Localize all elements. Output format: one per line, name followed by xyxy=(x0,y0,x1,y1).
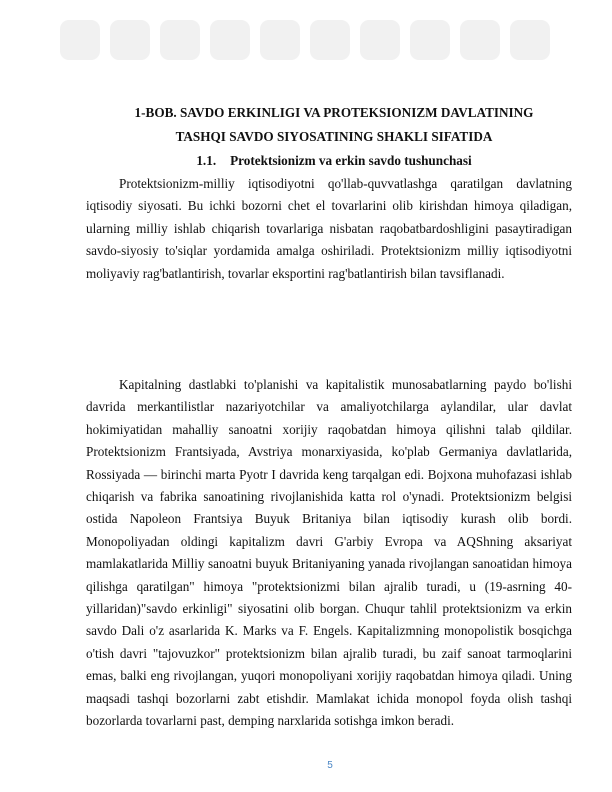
paragraph-2: Kapitalning dastlabki to'planishi va kapitalistik munosabatlarning paydo bo'lishi davrida merkantilistlar nazariyotchilar va amaliyotchilarga aylandilar, ular davlat hokimiyatidan mahalliy sanoatni xorijiy raqobatdan himoya qilishni talab qildilar. Protektsionizm Frantsiyada, Avstriya monarxiyasida, ko'plab Germaniya davlatlarida, Rossiyada — birinchi marta Pyotr I davrida keng tarqalgan edi. Bojxona muhofazasi ishlab chiqarish va fabrika sanoatining rivojlanishida katta rol o'ynadi. Protektsionizm belgisi ostida Napoleon Frantsiya Buyuk Britaniya bilan iqtisodiy kurash olib bordi. Monopoliyadan oldingi kapitalizm davri G'arbiy Evropa va AQShning aksariyat mamlakatlarida Milliy sanoatni buyuk Britaniyaning yanada rivojlangan sanoatidan himoya qilishga qaratilgan" himoya "protektsionizmi bilan ajralib turadi, u (19-asrning 40-yillaridan)"savdo erkinligi" siyosatini olib borgan. Chuqur tahlil protektsionizm va erkin savdo Dali o'z asarlarida K. Marks va F. Engels. Kapitalizmning monopolistik bosqichga o'tish davri "tajovuzkor" protektsionizm bilan ajralib turadi, bu zaif sanoat tarmoqlarini emas, balki eng rivojlangan, yuqori monopoliyani xorijiy raqobatdan himoya qiladi. Uning maqsadi tashqi bozorlarni zabt etishdir. Mamlakat ichida monopol foyda olish tashqi bozorlarda tovarlarni past, demping narxlarida sotishga imkon beradi. xyxy=(86,377,572,729)
section-heading xyxy=(90,151,578,171)
paragraph-1: Protektsionizm-milliy iqtisodiyotni qo'llab-quvvatlashga qaratilgan davlatning iqtisodiy siyosati. Bu ichki bozorni chet el tovarlarini olib kirishdan himoya qiladigan, ularning milliy ishlab chiqarish tovarlariga nisbatan raqobatbardoshligini pasaytiradigan savdo-siyosiy to'siqlar yordamida amalga oshiriladi. Protektsionizm milliy iqtisodiyotni moliyaviy rag'batlantirish, tovarlar eksportini rag'batlantirish bilan tavsiflanadi. xyxy=(86,176,572,281)
chapter-title-line-2: TASHQI SAVDO SIYOSATINING SHAKLI SIFATIDA xyxy=(175,129,493,144)
section-number: 1.1. xyxy=(196,153,217,168)
page-number: 5 xyxy=(327,760,333,771)
section-title: Protektsionizm va erkin savdo tushunchasi xyxy=(230,153,472,168)
chapter-title-line-1: 1-BOB. SAVDO ERKINLIGI VA PROTEKSIONIZM DAVLATINING xyxy=(134,105,534,120)
